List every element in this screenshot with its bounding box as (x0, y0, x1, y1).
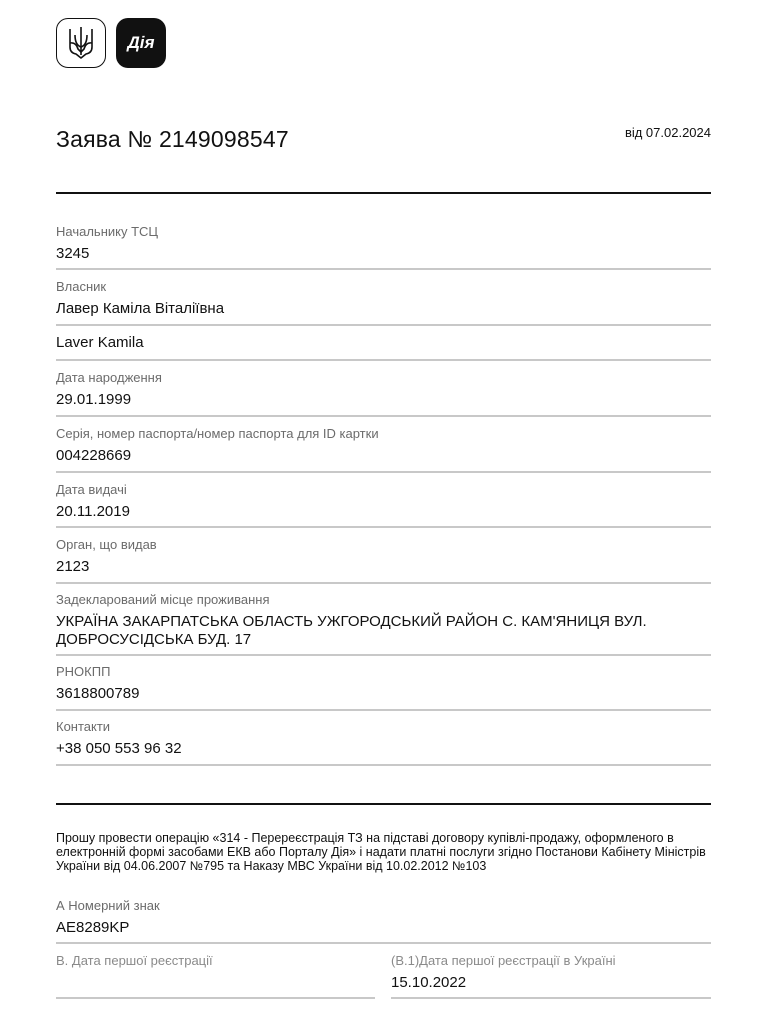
trident-logo (56, 18, 106, 68)
field-label: Дата народження (56, 370, 162, 385)
field-underline (56, 268, 711, 270)
field-value: Laver Kamila (56, 334, 144, 351)
field-tax-id (56, 664, 711, 703)
field-residence (56, 592, 711, 649)
page-title: Заява № 2149098547 (56, 126, 289, 152)
field-underline (56, 359, 711, 361)
field-value: 3245 (56, 245, 90, 262)
header-divider (56, 192, 711, 194)
field-value: 004228669 (56, 447, 132, 464)
field-label: Власник (56, 279, 107, 294)
field-value: 29.01.1999 (56, 391, 132, 408)
field-underline (56, 654, 711, 656)
field-value: 20.11.2019 (56, 503, 130, 520)
field-underline (56, 942, 711, 944)
field-value: Лавер Каміла Віталіївна (56, 300, 225, 317)
field-underline (391, 997, 711, 999)
field-underline (56, 582, 711, 584)
field-label: Задекларований місце проживання (56, 592, 270, 607)
field-label: В. Дата першої реєстрації (56, 953, 213, 968)
field-label: Серія, номер паспорта/номер паспорта для ID картки (56, 426, 379, 441)
field-value: УКРАЇНА ЗАКАРПАТСЬКА ОБЛАСТЬ УЖГОРОДСЬКИЙ РАЙОН С. КАМ'ЯНИЦЯ ВУЛ. ДОБРОСУСІДСЬКА БУД. 17 (56, 613, 647, 648)
field-value: +38 050 553 96 32 (56, 740, 182, 757)
field-underline (56, 997, 375, 999)
field-label: Начальнику ТСЦ (56, 224, 159, 239)
field-issue-date (56, 482, 711, 521)
field-value: AE8289KP (56, 919, 130, 936)
diia-logo (116, 18, 166, 68)
field-owner (56, 279, 711, 318)
field-first-registration (56, 953, 375, 992)
field-label: Орган, що видав (56, 537, 157, 552)
field-plate-number (56, 898, 711, 937)
section-divider (56, 803, 711, 805)
field-value (56, 974, 375, 992)
field-underline (56, 471, 711, 473)
field-value: 15.10.2022 (391, 974, 467, 991)
field-contacts (56, 719, 711, 758)
field-passport (56, 426, 711, 465)
field-value: 2123 (56, 558, 90, 575)
field-issuing-authority (56, 537, 711, 576)
field-first-registration-ukraine (391, 953, 711, 992)
application-date: від 07.02.2024 (624, 125, 711, 140)
field-label: А Номерний знак (56, 898, 160, 913)
field-underline (56, 324, 711, 326)
trident-icon (66, 25, 96, 61)
field-underline (56, 415, 711, 417)
field-label: РНОКПП (56, 664, 111, 679)
field-birth-date (56, 370, 711, 409)
field-tsc (56, 224, 711, 263)
diia-logo-text: Дія (127, 33, 155, 52)
request-text: Прошу провести операцію «314 - Перереєстрація ТЗ на підставі договору купівлі-продажу, оформленого в електронній формі засобами ЕКВ або Порталу Дія» і надати платні послуги згідно Постанови Кабінету Міністрів України від 04.06.2007 №795 та Наказу МВС України від 10.02.2012 №103 (56, 831, 706, 873)
field-label: Дата видачі (56, 482, 127, 497)
field-underline (56, 764, 711, 766)
field-value: 3618800789 (56, 685, 140, 702)
field-underline (56, 709, 711, 711)
field-label: Контакти (56, 719, 111, 734)
field-label: (В.1)Дата першої реєстрації в Україні (391, 953, 616, 968)
field-underline (56, 526, 711, 528)
field-owner-latin (56, 334, 711, 352)
